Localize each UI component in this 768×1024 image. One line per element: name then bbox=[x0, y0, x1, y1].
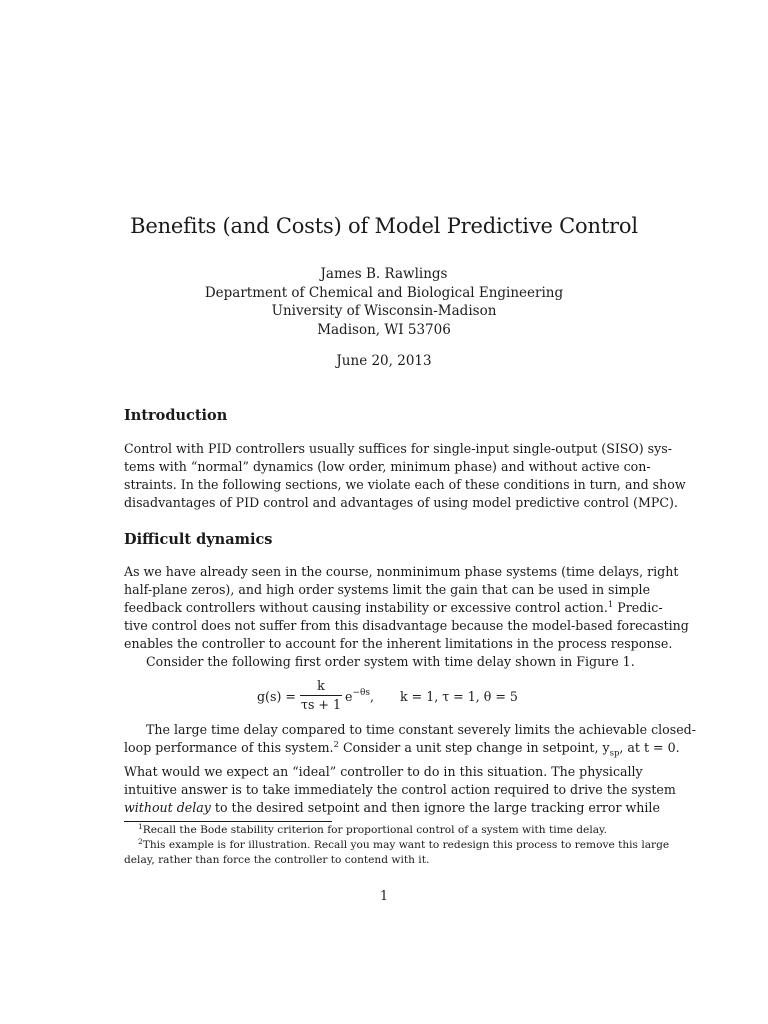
paper-title: Benefits (and Costs) of Model Predictive Control bbox=[130, 214, 638, 238]
author-department: Department of Chemical and Biological Engineering bbox=[204, 284, 564, 301]
body-line: What would we expect an “ideal” controller to do in this situation. The physically bbox=[124, 763, 643, 779]
author-city: Madison, WI 53706 bbox=[317, 321, 451, 338]
difficult-paragraph-1 bbox=[124, 563, 689, 671]
body-text: to the desired setpoint and then ignore the large tracking error while bbox=[210, 799, 660, 815]
body-line bbox=[124, 599, 663, 617]
footnotes bbox=[124, 822, 670, 868]
body-text: Predic- bbox=[613, 600, 663, 615]
fraction-bar bbox=[300, 695, 342, 696]
body-line: tive control does not suffer from this disadvantage because the model-based forecasting bbox=[124, 618, 689, 633]
paper-date: June 20, 2013 bbox=[336, 353, 432, 369]
heading-difficult-dynamics: Difficult dynamics bbox=[124, 531, 273, 548]
emphasis-text: without delay bbox=[124, 799, 211, 815]
footnote-mark: 1 bbox=[138, 822, 143, 831]
body-line: half-plane zeros), and high order systems limit the gain that can be used in simple bbox=[124, 582, 651, 597]
footnote-text: Recall the Bode stability criterion for proportional control of a system with time delay. bbox=[142, 824, 607, 836]
equation-numerator: k bbox=[317, 678, 325, 693]
intro-line: tems with “normal” dynamics (low order, minimum phase) and without active con- bbox=[124, 459, 651, 474]
body-line: intuitive answer is to take immediately the control action required to drive the system bbox=[124, 781, 676, 797]
author-university: University of Wisconsin-Madison bbox=[271, 303, 497, 319]
equation-exponential bbox=[345, 689, 374, 704]
footnote-rule bbox=[124, 821, 332, 822]
body-text: Consider a unit step change in setpoint, y bbox=[338, 740, 610, 755]
difficult-paragraph-3 bbox=[124, 721, 696, 817]
body-line bbox=[124, 739, 680, 763]
exp-base: e bbox=[345, 689, 353, 704]
exp-comma: , bbox=[370, 689, 375, 704]
exp-power: −θs bbox=[352, 688, 371, 698]
body-line bbox=[124, 799, 660, 817]
footnote-ref-1: 1 bbox=[607, 600, 614, 610]
body-text: loop performance of this system. bbox=[124, 740, 334, 755]
page-number: 1 bbox=[379, 888, 388, 903]
author-block bbox=[0, 265, 768, 339]
footnote-1 bbox=[124, 823, 644, 838]
footnote-text: This example is for illustration. Recall you may want to redesign this process to remove this large bbox=[142, 839, 670, 851]
body-line: As we have already seen in the course, nonminimum phase systems (time delays, right bbox=[124, 564, 679, 579]
equation-parameters: k = 1, τ = 1, θ = 5 bbox=[400, 689, 518, 704]
author-name: James B. Rawlings bbox=[320, 266, 448, 282]
footnote-mark: 2 bbox=[138, 837, 143, 846]
footnote-2-cont: delay, rather than force the controller to contend with it. bbox=[124, 854, 430, 866]
equation-lhs: g(s) = bbox=[257, 689, 296, 704]
equation-fraction bbox=[300, 678, 342, 713]
setpoint-subscript: sp bbox=[609, 748, 620, 759]
footnote-2 bbox=[124, 837, 670, 853]
body-line: Consider the following first order system with time delay shown in Figure 1. bbox=[146, 654, 635, 669]
intro-line: disadvantages of PID control and advantages of using model predictive control (MPC). bbox=[124, 495, 678, 510]
body-text: , at t = 0. bbox=[619, 740, 680, 755]
intro-line: Control with PID controllers usually suffices for single-input single-output (SISO) sys- bbox=[124, 441, 672, 456]
transfer-function-equation bbox=[0, 678, 768, 718]
body-line: enables the controller to account for the inherent limitations in the process response. bbox=[124, 636, 673, 651]
body-text: feedback controllers without causing instability or excessive control action. bbox=[124, 600, 608, 615]
intro-paragraph bbox=[124, 440, 686, 512]
body-line: The large time delay compared to time constant severely limits the achievable closed- bbox=[146, 722, 696, 737]
equation-denominator: τs + 1 bbox=[300, 697, 341, 712]
intro-line: straints. In the following sections, we violate each of these conditions in turn, and show bbox=[124, 477, 686, 492]
heading-introduction: Introduction bbox=[124, 407, 228, 424]
footnote-ref-2: 2 bbox=[333, 740, 339, 750]
